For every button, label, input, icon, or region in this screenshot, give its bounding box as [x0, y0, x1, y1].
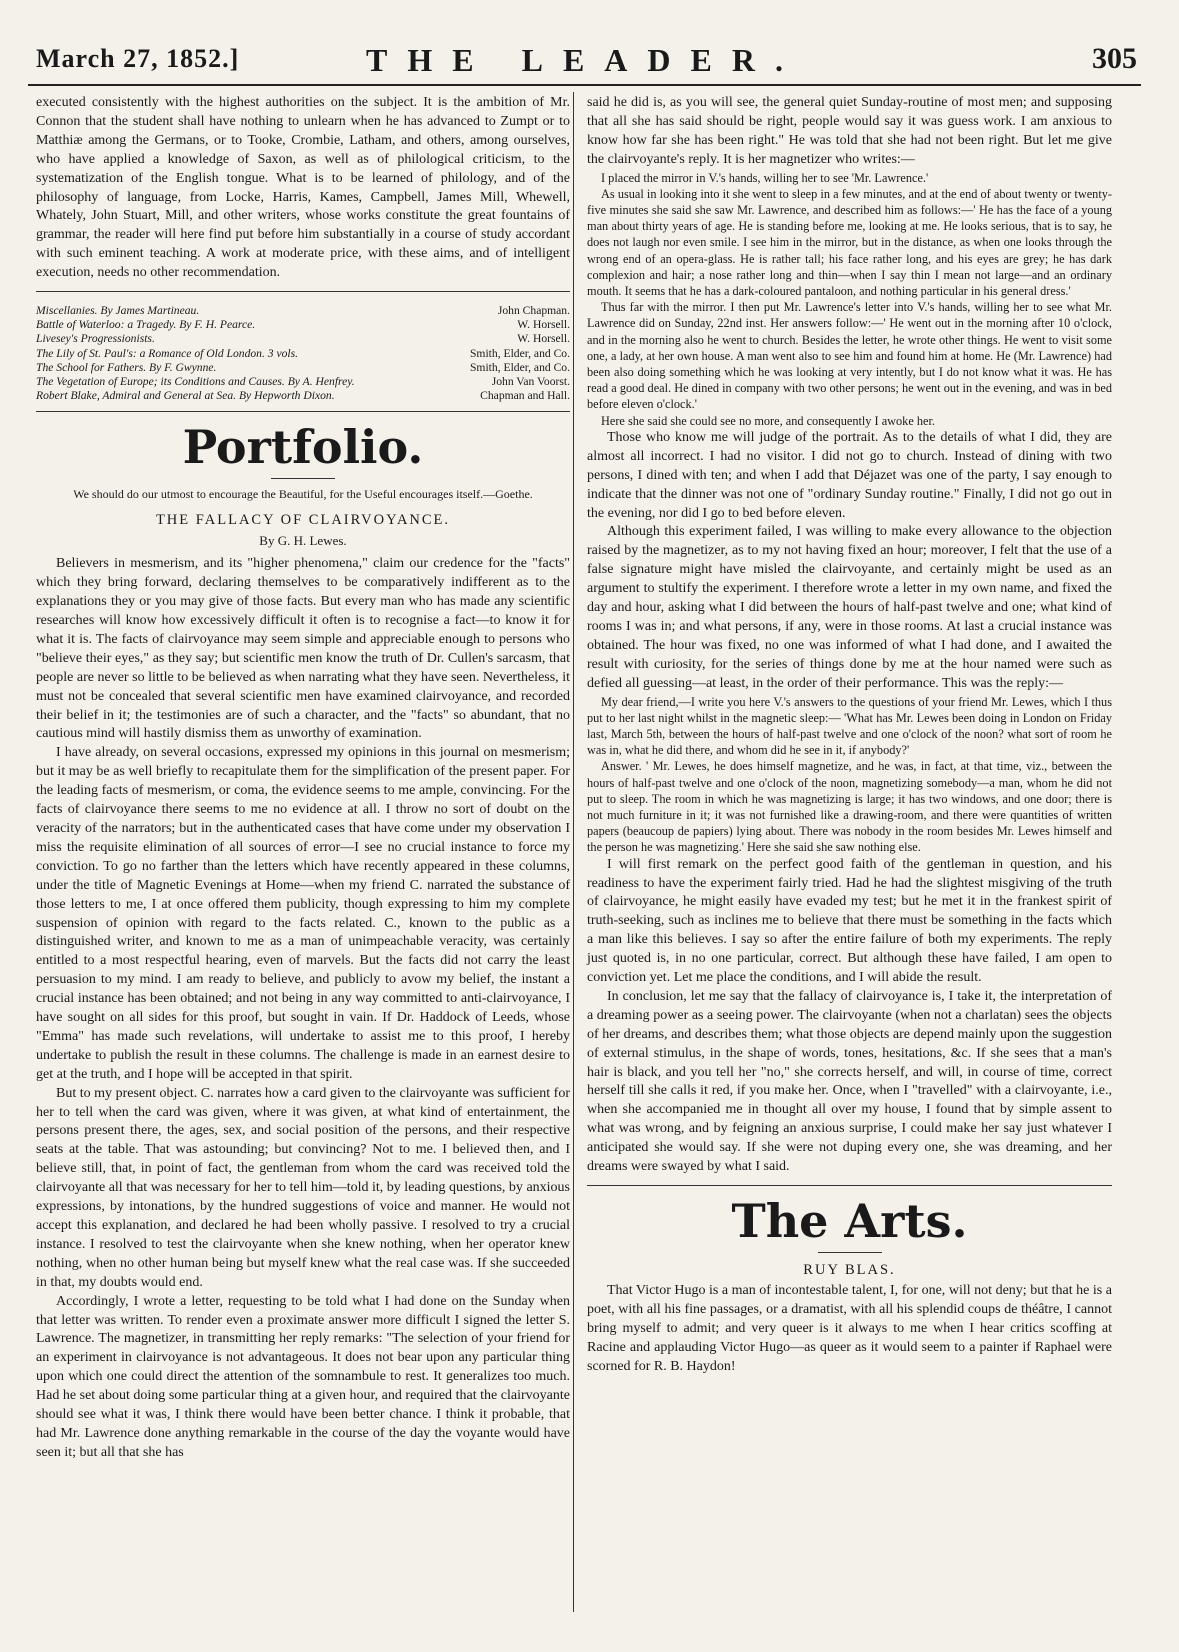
- article-title: THE FALLACY OF CLAIRVOYANCE.: [155, 512, 451, 529]
- book-entry: [36, 361, 570, 375]
- book-title: Robert Blake, Admiral and General at Sea. By Hepworth Dixon.: [36, 389, 335, 403]
- book-publisher: John Chapman.: [497, 304, 570, 318]
- page-header: [28, 38, 1141, 86]
- divider: [36, 291, 570, 292]
- article-paragraph: Those who know me will judge of the portrait. As to the details of what I did, they are almost all incorrect. I had no visitor. I did not go to church. Instead of dining with two persons, I dined with ten; and when I add that Déjazet was one of the party, I say enough to indicate that the dinner was not one of "ordinary Sunday routine." Finally, I did not go out in the evening, nor did I go to bed before eleven.: [587, 429, 1112, 521]
- quote-paragraph: Thus far with the mirror. I then put Mr. Lawrence's letter into V.'s hands, willing her to see what Mr. Lawrence did on Sunday, 22nd inst. Her answers follow:—' He went out in the morning after 10 o'clock, and in the morning also he went to church. Besides the letter, he wrote other things. He went to visit some one, a lady, at her own house. A man went also to see him and found him at home. He (Mr. Lawrence) had been also doing something which he was looking at very intently, but I do not know what it was. He has read a good deal. He dined in company with two other persons; he went out in the evening, and was in bed before eleven o'clock.': [587, 300, 1112, 412]
- book-entry: [36, 375, 570, 389]
- book-title: The Lily of St. Paul's: a Romance of Old London. 3 vols.: [36, 346, 299, 360]
- arts-paragraph: That Victor Hugo is a man of incontestable talent, I, for one, will not deny; but that he is a poet, with all his fine passages, or a dramatist, with all his splendid coups de théâtre, I cannot bring myself to admit; and very queer is it always to me when I hear critics scoffing at Racine and applauding Victor Hugo—as queer as it would seem to a painter if Raphael were scorned for R. B. Haydon!: [587, 1282, 1112, 1374]
- masthead-title: THE LEADER.: [366, 42, 803, 78]
- section-title-arts: The Arts.: [731, 1194, 968, 1248]
- article-paragraph: I will first remark on the perfect good faith of the gentleman in question, and his readiness to have the experiment fairly tried. Had he had the slightest misgiving of the truth of clairvoyance, he might easily have evaded my test; but he met it in the frankest spirit of truth-seeking, such as inclines me to believe that there must be something in the facts which a man like this believes. I say so after the entire failure of both my experiments. The reply just quoted is, in no one particular, correct. But although these have failed, I am open to conviction yet. Let me place the conditions, and I will abide the result.: [587, 856, 1112, 986]
- quote-paragraph: As usual in looking into it she went to sleep in a few minutes, and at the end of about twenty or twenty-five minutes she said she saw Mr. Lawrence, and described him as follows:—' He has the face of a young man about thirty years of age. He is standing before me, looking at me. He looks serious, that is to say, he does not laugh nor even smile. I see him in the mirror, but in the distance, as when one looks through the wrong end of an opera-glass. He is rather tall; his face rather long, and his eyes are grey; he has dark complexion and hair; a nose rather long and thin—when I say thin I mean not large—and an ordinary mouth. It seems that he has a dark-coloured pantaloon, and nothing particular in his general dress.': [587, 186, 1112, 299]
- article-byline: By G. H. Lewes.: [259, 533, 347, 549]
- section-motto: We should do our utmost to encourage the Beautiful, for the Useful encourages itself.—Goethe.: [73, 487, 533, 502]
- book-publisher: W. Horsell.: [517, 332, 570, 346]
- book-title: Battle of Waterloo: a Tragedy. By F. H. Pearce.: [36, 318, 256, 332]
- book-publisher: W. Horsell.: [517, 318, 570, 332]
- section-title-portfolio: Portfolio.: [182, 420, 424, 475]
- book-title: Miscellanies. By James Martineau.: [36, 304, 200, 318]
- page-number: 305: [1092, 42, 1137, 75]
- divider: [36, 411, 570, 412]
- quoted-letter-1: [587, 170, 1112, 429]
- article-paragraph: In conclusion, let me say that the fallacy of clairvoyance is, I take it, the interpretation of a dreaming power as a seeing power. The clairvoyante (when not a charlatan) sees the objects of her dreams, and describes them; what those objects are depend mainly upon the suggestion of external stimulus, in the shape of words, tones, hesitations, &c. If she sees that a man's hair is black, and you tell her "no," she corrects herself, and will, in course of time, correct herself till she calls it red, if you make her. Once, when I "travelled" with a clairvoyante, i.e., when she accompanied me in thought all over my house, I found that by simple assent to what was wrong, and by feigning an anxious surprise, I could make her say just whatever I anticipated she would say. If she were not duping every one, she was dreaming, and her dreams were swayed by what I said.: [587, 988, 1112, 1175]
- article-paragraph: Although this experiment failed, I was willing to make every allowance to the objection raised by the magnetizer, as to my not having fixed an hour; moreover, I felt that the use of a false signature might have misled the clairvoyante, and certainly might be used as an argument to stultify the experiment. I therefore wrote a letter in my own name, and fixed the day and hour, asking what I did between the hours of half-past twelve and one; what kind of rooms I was in; and what persons, if any, were in those rooms. At last a crucial instance was obtained. The hour was fixed, no one was informed of what I had done, and I awaited the result with curiosity, for the series of things done by me at the hour named were such as defied all guessing—at least, in the order of their performance. This was the reply:—: [587, 524, 1112, 691]
- quote-paragraph: Here she said she could see no more, and consequently I awoke her.: [601, 413, 935, 428]
- arts-subtitle: RUY BLAS.: [803, 1262, 896, 1278]
- divider: [587, 1185, 1112, 1186]
- book-publisher: Chapman and Hall.: [480, 389, 570, 403]
- book-entry: [36, 318, 570, 332]
- issue-date: March 27, 1852.]: [36, 44, 240, 73]
- article-paragraph: I have already, on several occasions, expressed my opinions in this journal on mesmerism; but it may be as well briefly to recapitulate them for the simplification of the present paper. For the leading facts of mesmerism, or coma, the evidence seems to me ample, convincing. For the facts of clairvoyance there seems to me no evidence at all. I throw no sort of doubt on the veracity of the narrators; but in the authenticated cases that have come under my observation I miss the requisite elimination of all sources of error—I see no crucial instance to force my conviction. To go no farther than the letters which have recently appeared in these columns, under the title of Magnetic Evenings at Home—when my friend C. narrated the substance of those letters to me, I at once offered them publicity, though expressing to him my complete suspension of opinion with regard to the facts related. C., known to the public as a distinguished writer, and known to me as a man of unimpeachable veracity, was certainly entitled to a most respectful hearing, even of marvels. But the facts did not carry the least persuasion to my mind. I am ready to believe, and publicly to avow my belief, the instant a crucial instance has been obtained; and not being in any way committed to anti-clairvoyance, I have sought on all sides for this proof, but sought in vain. If Dr. Haddock of Leeds, whose "Emma" has made such revelations, will undertake to assist me to this proof, I hereby undertake to publish the result in these columns. The challenge is made in an earnest desire to get at the truth, and I hope will be accepted in that spirit.: [36, 745, 570, 1082]
- book-publisher: Smith, Elder, and Co.: [469, 346, 570, 360]
- quote-paragraph: My dear friend,—I write you here V.'s answers to the questions of your friend Mr. Lewes, which I thus put to her last night whilst in the magnetic sleep:— 'What has Mr. Lewes been doing in London on Friday last, March 5th, between the hours of half-past twelve and one o'clock of the noon? what sort of room he was in, what he did there, and whom did he see in it, if anybody?': [587, 694, 1112, 758]
- book-entry: [36, 347, 570, 361]
- quoted-letter-2: [587, 694, 1112, 856]
- article-paragraph: Believers in mesmerism, and its "higher phenomena," claim our credence for the "facts" which they bring forward, declaring themselves to be comparatively indifferent as to the explanations they or you may give of those facts. But every man who has made any scientific researches will know how excessively difficult it often is to recognise a fact—to know it for what it is. The facts of clairvoyance may seem simple and appreciable enough to persons who "believe their eyes," as they say; but scientific men know the truth of Dr. Cullen's sarcasm, that people are never so little to be believed as when narrating what they have seen. Nevertheless, it must not be concealed that several scientific men have examined clairvoyance, and recorded their belief in it; the testimonies are of such a character, and the "facts" so abundant, that no cautious mind will hastily dismiss them as unworthy of examination.: [36, 556, 570, 742]
- column-divider: [573, 92, 574, 1612]
- book-entry: [36, 304, 570, 318]
- quote-paragraph: Answer. ' Mr. Lewes, he does himself magnetize, and he was, in fact, at that time, viz., between the hours of half-past twelve and one o'clock of the noon, magnetizing somebody—a man, whom he did not put to sleep. The room in which he was magnetizing is large; it has two windows, and one door; there is not much furniture in it; it was not furnished like a drawing-room, and there were quantities of written papers (beaucoup de papiers) lying about. There was nobody in the room besides Mr. Lewes himself and the person he was magnetizing.' Here she said she saw nothing else.: [587, 759, 1112, 855]
- books-received-list: [36, 304, 570, 403]
- article-paragraph: Accordingly, I wrote a letter, requesting to be told what I had done on the Sunday when that letter was written. To render even a proximate answer more difficult I signed the letter S. Lawrence. The magnetizer, in transmitting her reply remarks: "The selection of your friend for an experiment in clairvoyance is not advantageous. It does not bear upon any particular thing upon which one could direct the attention of the somnambule to rest. It generalizes too much. Had he set about doing some particular thing at a given hour, and required that the clairvoyante should see what it was, I think there would have been better chance. I think it probable, that had Mr. Lawrence done anything remarkable in the course of the day the voyante would have seen it; but all that she has: [36, 1293, 570, 1460]
- intro-paragraph: executed consistently with the highest authorities on the subject. It is the ambition of Mr. Connon that the student shall have nothing to unlearn when he has advanced to Zumpt or to Matthiæ among the Germans, or to Tooke, Crombie, Latham, and others, among ourselves, who have applied a knowledge of Saxon, as well as of philological criticism, to the systematization of the English tongue. What is to be learned of philology, and of the philosophy of language, from Locke, Harris, Kames, Campbell, James Mill, Whewell, Whately, John Stuart, Mill, and other writers, whose works constitute the great fountains of grammar, the reader will here find put before him substantially in a course of study accordant with such eminent teaching. A work at moderate price, with these aims, and of intelligent execution, needs no other recommendation.: [36, 95, 570, 281]
- article-paragraph: said he did is, as you will see, the general quiet Sunday-routine of most men; and supposing that all she has said should be right, people would say it was guess work. I am anxious to know how far she has been right." He was told that she had not been right. But let me give the clairvoyante's reply. It is her magnetizer who writes:—: [587, 95, 1112, 167]
- book-publisher: John Van Voorst.: [491, 375, 570, 389]
- book-entry: [36, 332, 570, 346]
- book-title: Livesey's Progressionists.: [36, 332, 155, 346]
- right-column: [587, 94, 1112, 1376]
- book-title: The School for Fathers. By F. Gwynne.: [36, 360, 217, 374]
- quote-paragraph: I placed the mirror in V.'s hands, willing her to see 'Mr. Lawrence.': [601, 170, 929, 185]
- article-paragraph: But to my present object. C. narrates how a card given to the clairvoyante was sufficient for her to tell when the card was given, where it was given, at what kind of entertainment, the persons present there, the ages, sex, and social position of the persons, and their respective seats at the table. That was astounding; but convincing? Not to me. I believed then, and I believe still, that, in point of fact, the gentleman from whom the card was received told the clairvoyante all that was necessary for her to tell him—told it, by leading questions, by anxious expressions, by intonations, by the hundred suggestions of voice and manner. He would not accept this explanation, and declared he had been wholly passive. I resolved to try a crucial instance. I resolved to test the clairvoyante when she knew nothing, when her operator knew nothing, when no other human being but myself knew what the real case was. If she succeeded in that, my doubts would end.: [36, 1085, 570, 1290]
- book-entry: [36, 389, 570, 403]
- book-publisher: Smith, Elder, and Co.: [469, 360, 570, 374]
- book-title: The Vegetation of Europe; its Conditions and Causes. By A. Henfrey.: [36, 375, 355, 389]
- short-rule: [818, 1252, 882, 1253]
- short-rule: [271, 478, 335, 479]
- left-column: [36, 94, 570, 1463]
